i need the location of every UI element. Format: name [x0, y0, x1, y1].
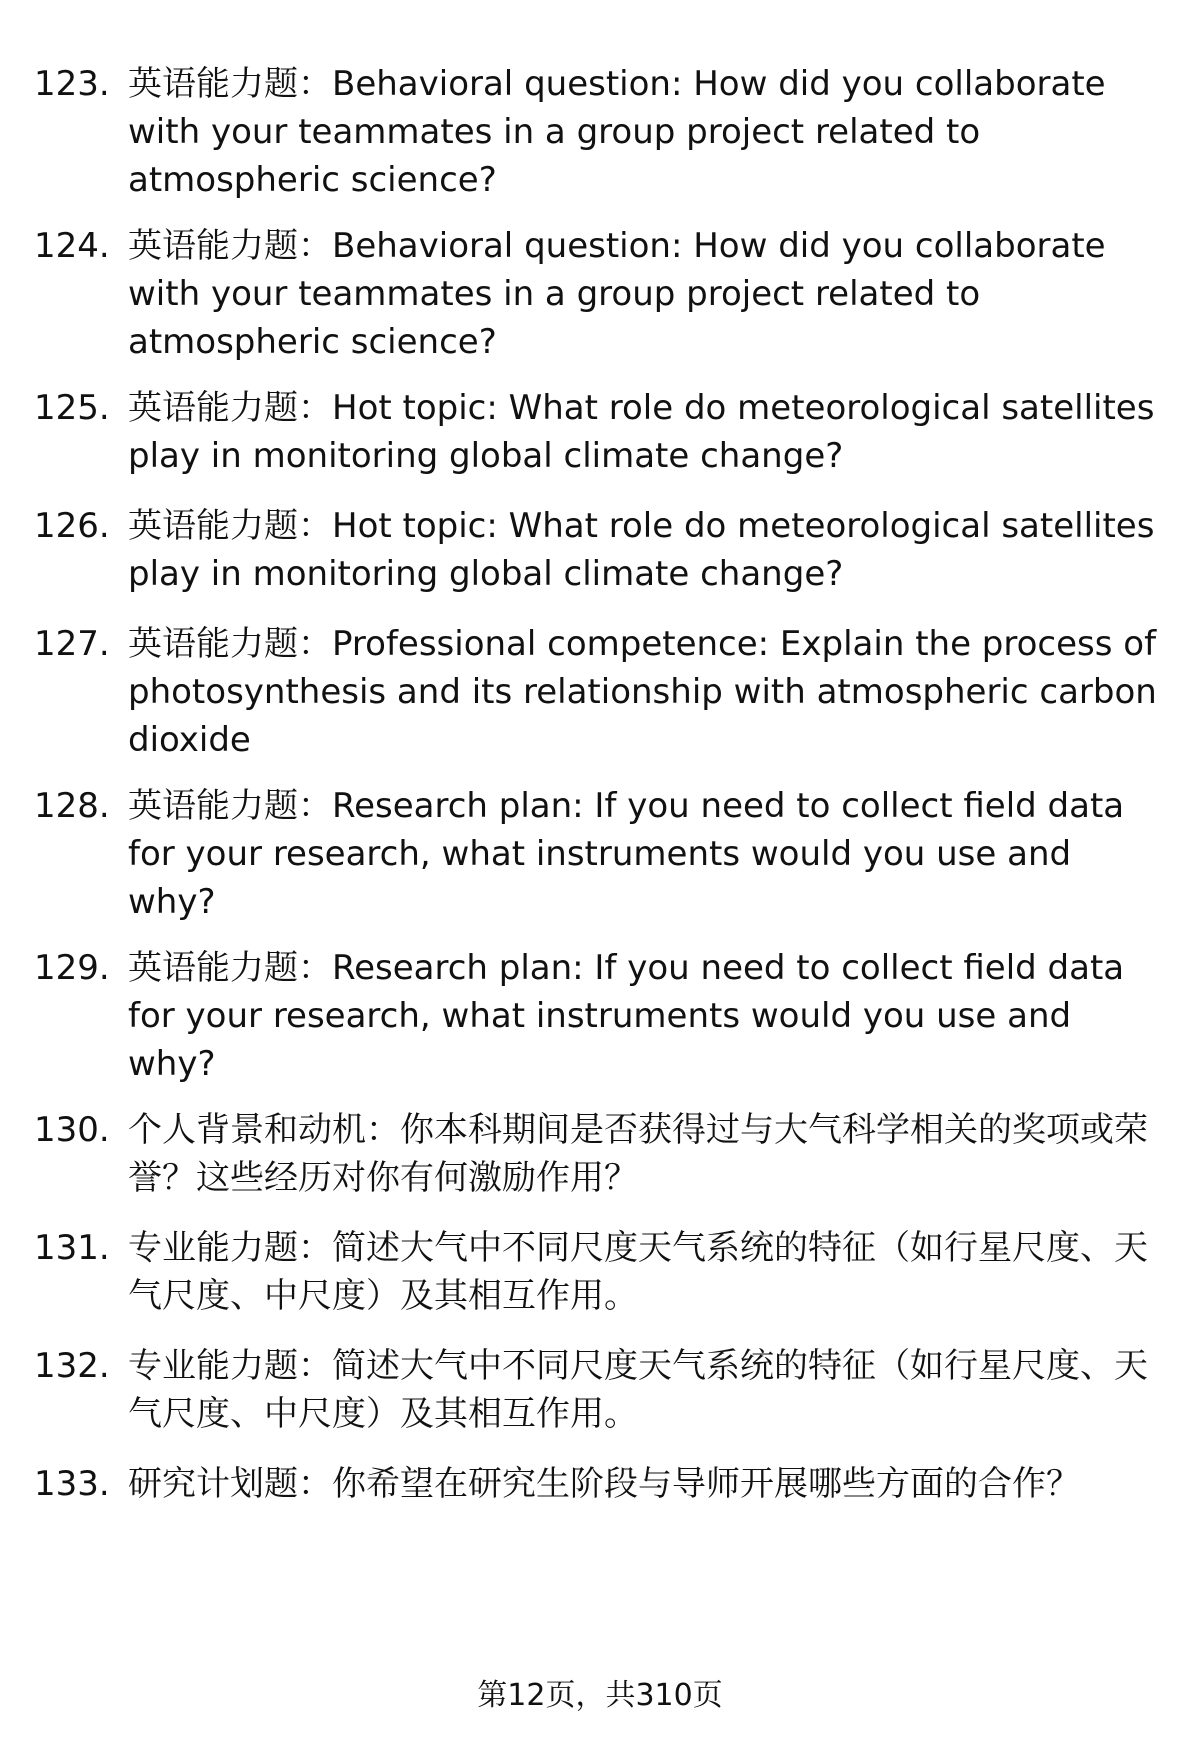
- question-text: 英语能力题：Research plan: If you need to collect field data for your research, what instruments would you use and why?: [128, 948, 1125, 1084]
- page-footer: 第12页，共310页: [477, 1678, 723, 1713]
- question-item: [34, 60, 1164, 222]
- question-text: 专业能力题：简述大气中不同尺度天气系统的特征（如行星尺度、天气尺度、中尺度）及其相互作用。: [128, 1346, 1148, 1434]
- question-text: 个人背景和动机：你本科期间是否获得过与大气科学相关的奖项或荣誉？这些经历对你有何激励作用？: [128, 1110, 1148, 1198]
- question-text: 英语能力题：Professional competence: Explain the process of photosynthesis and its relationship with atmospheric carbon dioxide: [128, 624, 1157, 760]
- question-number: 130.: [34, 1110, 110, 1150]
- question-number: 128.: [34, 786, 110, 826]
- question-text: 英语能力题：Behavioral question: How did you collaborate with your teammates in a group project related to atmospheric science?: [128, 226, 1106, 362]
- question-list: [34, 60, 1164, 1526]
- question-item: [34, 384, 1164, 502]
- question-item: [34, 502, 1164, 620]
- question-number: 131.: [34, 1228, 110, 1268]
- question-text: 英语能力题：Research plan: If you need to collect field data for your research, what instruments would you use and why?: [128, 786, 1125, 922]
- question-number: 129.: [34, 948, 110, 988]
- question-text: 专业能力题：简述大气中不同尺度天气系统的特征（如行星尺度、天气尺度、中尺度）及其相互作用。: [128, 1228, 1148, 1316]
- question-item: [34, 222, 1164, 384]
- question-number: 126.: [34, 506, 110, 546]
- question-item: [34, 620, 1164, 782]
- question-number: 124.: [34, 226, 110, 266]
- question-text: 英语能力题：Hot topic: What role do meteorological satellites play in monitoring global climate change?: [128, 506, 1155, 594]
- question-text: 英语能力题：Hot topic: What role do meteorological satellites play in monitoring global climate change?: [128, 388, 1155, 476]
- question-item: [34, 944, 1164, 1106]
- question-number: 125.: [34, 388, 110, 428]
- question-item: [34, 1106, 1164, 1224]
- question-text: 研究计划题：你希望在研究生阶段与导师开展哪些方面的合作？: [128, 1464, 1080, 1504]
- question-number: 123.: [34, 64, 110, 104]
- question-text: 英语能力题：Behavioral question: How did you collaborate with your teammates in a group project related to atmospheric science?: [128, 64, 1106, 200]
- question-number: 133.: [34, 1464, 110, 1504]
- question-item: [34, 1224, 1164, 1342]
- question-number: 127.: [34, 624, 110, 664]
- question-item: [34, 1342, 1164, 1460]
- question-number: 132.: [34, 1346, 110, 1386]
- question-item: [34, 782, 1164, 944]
- question-item: [34, 1460, 1164, 1526]
